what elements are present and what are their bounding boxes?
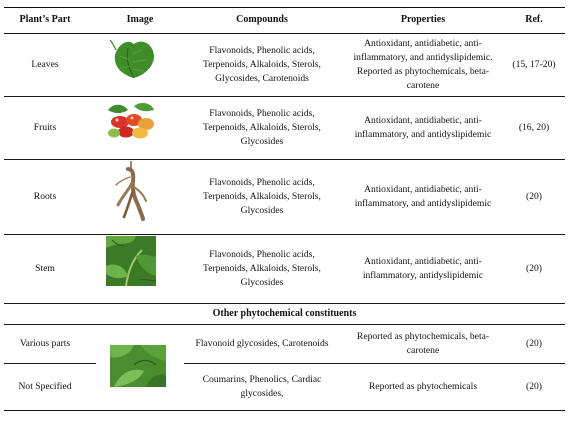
leaf-image [108,36,160,82]
row-compounds-stem: Flavonoids, Phenolic acids, Terpenoids, Alkaloids, Sterols, Glycosides [203,249,321,288]
row-properties-not-specified: Reported as phytochemicals [368,381,478,392]
root-image [112,161,148,221]
header-compounds: Compounds [236,14,288,25]
row-properties-stem: Antioxidant, antidiabetic, anti-inflammatory, antidyslipidemic [362,256,484,281]
header-plant-part: Plant’s Part [19,14,71,25]
header-ref: Ref. [525,14,543,25]
stem-image [106,236,156,286]
header-image: Image [126,14,154,25]
row-properties-fruits: Antioxidant, antidiabetic, anti-inflammatory, and antidyslipidemic [354,115,492,140]
row-ref-fruits: (16, 20) [518,122,550,133]
section-title: Other phytochemical constituents [212,308,357,319]
row-ref-leaves: (15, 17-20) [512,59,556,70]
row-compounds-roots: Flavonoids, Phenolic acids, Terpenoids, Alkaloids, Sterols, Glycosides [203,177,321,216]
row-compounds-various: Flavonoid glycosides, Carotenoids [195,338,329,349]
fruit-image [104,100,160,142]
row-part-various: Various parts [19,338,71,349]
plant-image [110,345,166,387]
row-part-fruits: Fruits [33,122,57,133]
row-compounds-fruits: Flavonoids, Phenolic acids, Terpenoids, Alkaloids, Sterols, Glycosides [203,108,321,147]
table-bottom-rule [4,410,565,411]
header-properties: Properties [400,14,446,25]
row-ref-various: (20) [526,338,542,349]
row-ref-not-specified: (20) [526,381,542,392]
row-ref-stem: (20) [526,263,542,274]
row-compounds-leaves: Flavonoids, Phenolic acids, Terpenoids, Alkaloids, Sterols, Glycosides, Carotenoids [203,45,321,84]
row-part-leaves: Leaves [31,59,59,70]
row-ref-roots: (20) [526,191,542,202]
row-properties-leaves: Antioxidant, antidiabetic, anti-inflammatory, and antidyslipidemic. Reported as phytochemicals, beta-carotene [353,38,493,91]
row-properties-roots: Antioxidant, antidiabetic, anti-inflammatory, and antidyslipidemic [354,184,492,209]
row-part-not-specified: Not Specified [18,381,72,392]
row-part-stem: Stem [35,263,55,274]
row-properties-various: Reported as phytochemicals, beta-carotene [356,331,490,356]
row-compounds-not-specified: Coumarins, Phenolics, Cardiac glycosides, [202,374,322,399]
row-part-roots: Roots [33,191,57,202]
